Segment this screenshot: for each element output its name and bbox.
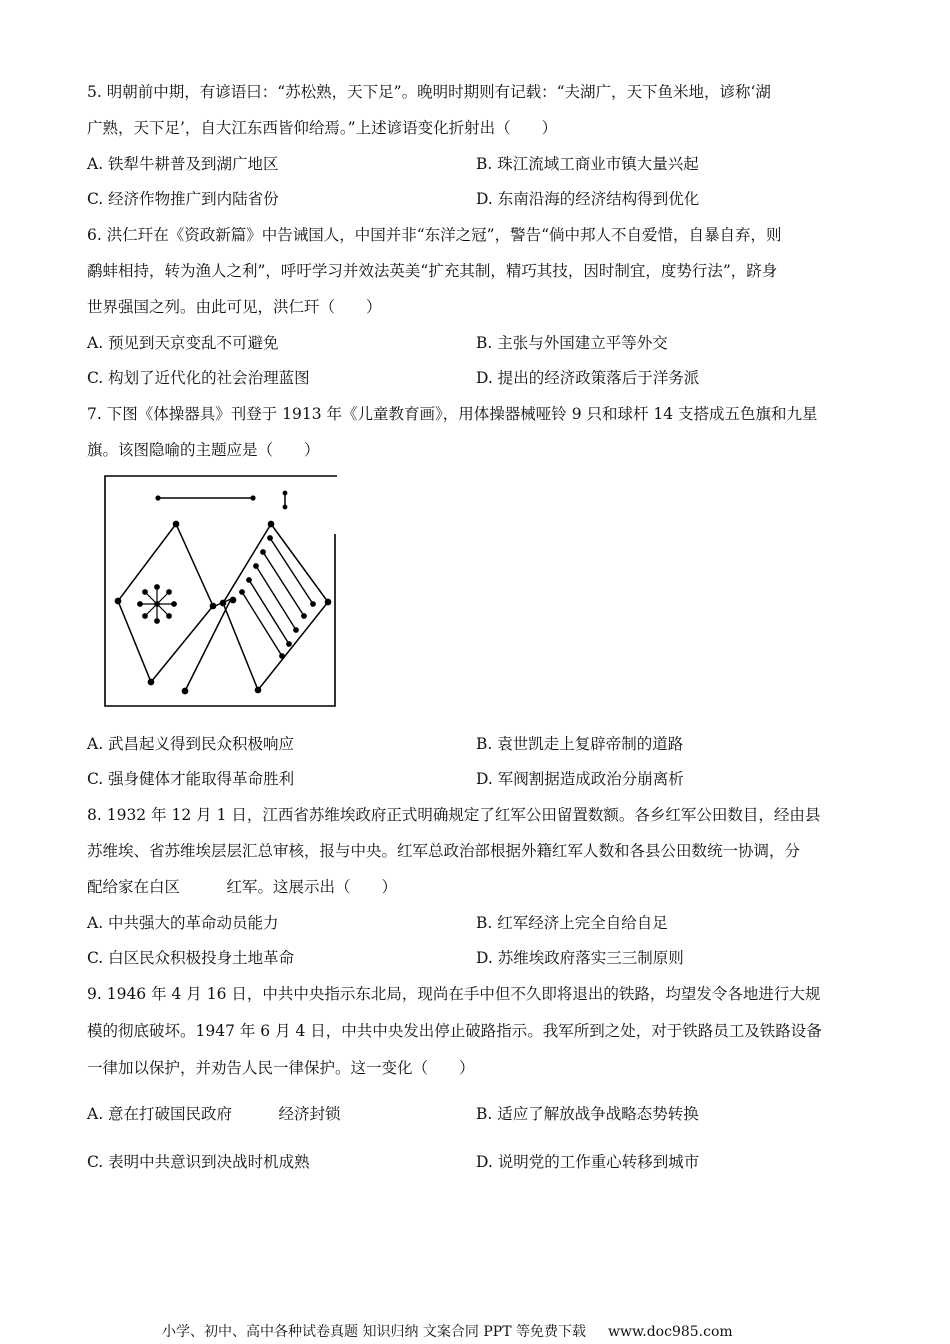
q9-option-c: C. 表明中共意识到决战时机成熟: [87, 1153, 310, 1171]
star-burst: [138, 585, 177, 624]
q8-stem-line1: 8. 1932 年 12 月 1 日，江西省苏维埃政府正式明确规定了红军公田留置数额。各乡红军公田数目，经由县: [87, 806, 821, 824]
footer-text: 小学、初中、高中各种试卷真题 知识归纳 文案合同 PPT 等免费下载: [162, 1324, 586, 1340]
q7-option-b: B. 袁世凯走上复辟帝制的道路: [476, 735, 684, 753]
q6-option-a: A. 预见到天京变乱不可避免: [87, 334, 279, 352]
q7-option-d: D. 军阀割据造成政治分崩离析: [476, 770, 684, 788]
q6-option-c: C. 构划了近代化的社会治理蓝图: [87, 369, 310, 387]
q8-option-b: B. 红军经济上完全自给自足: [476, 914, 668, 932]
q8-option-c: C. 白区民众积极投身土地革命: [87, 949, 295, 967]
q9-stem-line1: 9. 1946 年 4 月 16 日，中共中央指示东北局，现尚在手中但不久即将退出的铁路，均望发令各地进行大规: [87, 985, 821, 1003]
small-dumbbell: [283, 491, 288, 510]
q8-option-d: D. 苏维埃政府落实三三制原则: [476, 949, 684, 967]
q9-option-a: A. 意在打破国民政府 经济封锁: [87, 1105, 341, 1123]
page-footer: [162, 1322, 733, 1342]
q5-option-c: C. 经济作物推广到内陆省份: [87, 190, 279, 208]
q5-option-b: B. 珠江流域工商业市镇大量兴起: [476, 155, 699, 173]
top-dumbbell: [155, 495, 255, 500]
flag-stripes: [240, 536, 315, 658]
q9-stem-line2: 模的彻底破坏。1947 年 6 月 4 日，中共中央发出停止破路指示。我军所到之处，对于铁路员工及铁路设备: [87, 1022, 822, 1040]
gymnastics-equipment-figure: [103, 474, 339, 708]
q8-stem-line2: 苏维埃、省苏维埃层层汇总审核，报与中央。红军总政治部根据外籍红军人数和各县公田数统一协调，分: [87, 842, 801, 860]
q6-option-b: B. 主张与外国建立平等外交: [476, 334, 668, 352]
q6-stem-line1: 6. 洪仁玕在《资政新篇》中告诫国人，中国并非“东洋之冠”，警告“倘中邦人不自爱惜，自暴自弃，则: [87, 226, 782, 244]
q6-stem-line3: 世界强国之列。由此可见，洪仁玕（ ）: [87, 298, 382, 316]
q9-option-b: B. 适应了解放战争战略态势转换: [476, 1105, 699, 1123]
q7-stem-line2: 旗。该图隐喻的主题应是（ ）: [87, 441, 320, 459]
q5-stem-line2: 广熟，天下足’，自大江东西皆仰给焉。”上述谚语变化折射出（ ）: [87, 119, 558, 137]
figure-frame: [105, 476, 337, 706]
q7-option-a: A. 武昌起义得到民众积极响应: [87, 735, 295, 753]
footer-site-link[interactable]: www.doc985.com: [607, 1324, 733, 1340]
q7-stem-line1: 7. 下图《体操器具》刊登于 1913 年《儿童教育画》，用体操器械哑铃 9 只和球杆 14 支搭成五色旗和九星: [87, 405, 818, 423]
q5-stem-line1: 5. 明朝前中期，有谚语曰：“苏松熟，天下足”。晚明时期则有记载：“夫湖广，天下鱼米地，谚称‘湖: [87, 83, 771, 101]
q8-stem-line3: 配给家在白区 红军。这展示出（ ）: [87, 878, 398, 896]
q6-option-d: D. 提出的经济政策落后于洋务派: [476, 369, 700, 387]
q8-option-a: A. 中共强大的革命动员能力: [87, 914, 279, 932]
q9-stem-line3: 一律加以保护，并劝告人民一律保护。这一变化（ ）: [87, 1059, 475, 1077]
q5-option-d: D. 东南沿海的经济结构得到优化: [476, 190, 700, 208]
q9-option-d: D. 说明党的工作重心转移到城市: [476, 1153, 700, 1171]
q6-stem-line2: 鹬蚌相持，转为渔人之利”，呼吁学习并效法英美“扩充其制，精巧其技，因时制宜，度势行法”，跻身: [87, 262, 778, 280]
q7-option-c: C. 强身健体才能取得革命胜利: [87, 770, 295, 788]
q5-option-a: A. 铁犁牛耕普及到湖广地区: [87, 155, 279, 173]
